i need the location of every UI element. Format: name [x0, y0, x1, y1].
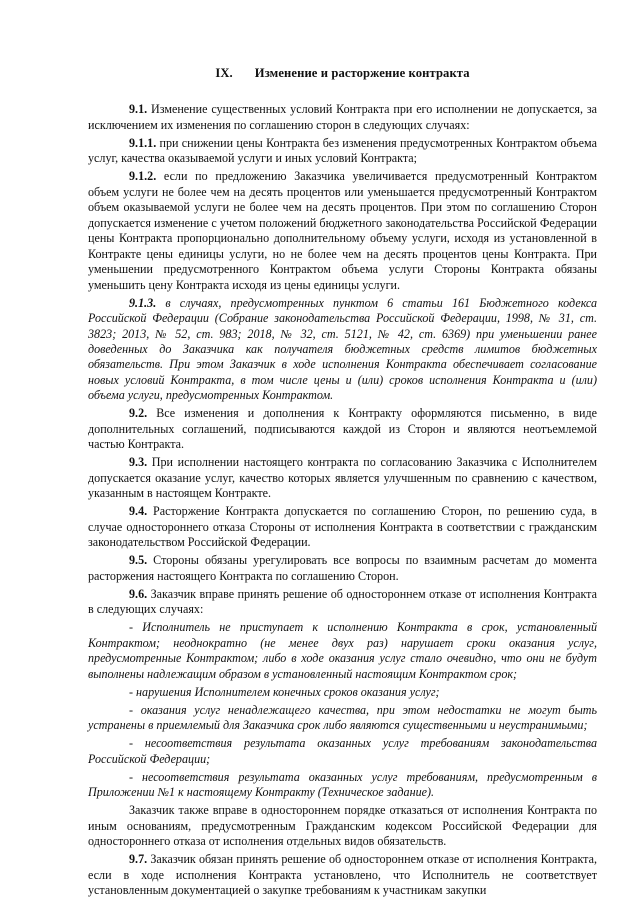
clause-9-5: 9.5. Стороны обязаны урегулировать все вопросы по взаимным расчетам до момента расторжения настоящего Контракта по соглашению Сторон. [88, 553, 597, 583]
clause-9-3: 9.3. При исполнении настоящего контракта по согласованию Заказчика с Исполнителем допускается оказание услуг, качество которых является улучшенным по сравнению с качеством, указанным в настоящем Контракте. [88, 455, 597, 501]
clause-9-2: 9.2. Все изменения и дополнения к Контракту оформляются письменно, в виде дополнительных соглашений, подписываются каждой из Сторон и являются неотъемлемой частью Контракта. [88, 406, 597, 452]
extra-paragraph: Заказчик также вправе в одностороннем порядке отказаться от исполнения Контракта по иным основаниям, предусмотренным Гражданским кодексом Российской Федерации для одностороннего отказа от исполнения отдельных видов обязательств. [88, 803, 597, 849]
section-heading [88, 66, 597, 81]
clause-9-1-1: 9.1.1. при снижении цены Контракта без изменения предусмотренных Контрактом объема услуг, качества оказываемой услуги и иных условий Контракта; [88, 135, 597, 166]
clause-9-1: 9.1. Изменение существенных условий Контракта при его исполнении не допускается, за исключением их изменения по соглашению сторон в следующих случаях: [88, 102, 597, 132]
clause-9-4: 9.4. Расторжение Контракта допускается по соглашению Сторон, по решению суда, в случае одностороннего отказа Стороны от исполнения Контракта в соответствии с гражданским законодательством Российской Федерации. [88, 504, 597, 550]
section-number: IX. [215, 66, 233, 80]
section-title: Изменение и расторжение контракта [254, 66, 470, 80]
clause-9-6: 9.6. Заказчик вправе принять решение об одностороннем отказе от исполнения Контракта в следующих случаях: [88, 586, 597, 617]
case-item: - несоответствия результата оказанных услуг требованиям, предусмотренным в Приложении №1 к настоящему Контракту (Техническое задание). [88, 769, 597, 800]
clause-9-7: 9.7. Заказчик обязан принять решение об одностороннем отказе от исполнения Контракта, если в ходе исполнения Контракта установлено, что Исполнитель не соответствует установленным документацией о закупке требованиям к участникам закупки [88, 852, 597, 898]
case-item: - несоответствия результата оказанных услуг требованиям законодательства Российской Федерации; [88, 736, 597, 766]
clause-9-1-2: 9.1.2. если по предложению Заказчика увеличивается предусмотренный Контрактом объем услуги не более чем на десять процентов или уменьшается предусмотренный Контрактом объем оказываемой услуги не более чем на десять процентов. При этом по соглашению Сторон допускается изменение с учетом положений бюджетного законодательства Российской Федерации цены Контракта пропорционально дополнительному объему услуги, исходя из установленной в Контракте цены единицы услуги, но не более чем на десять процентов цены Контракта. При уменьшении предусмотренного Контрактом объема услуги Стороны Контракта обязаны уменьшить цену Контракта исходя из цены единицы услуги. [88, 169, 597, 292]
case-item: - нарушения Исполнителем конечных сроков оказания услуг; [129, 684, 440, 699]
clause-9-1-3: 9.1.3. в случаях, предусмотренных пунктом 6 статьи 161 Бюджетного кодекса Российской Федерации (Собрание законодательства Российской Федерации, 1998, № 31, ст. 3823; 2013, № 52, ст. 983; 2018, № 32, ст. 5121, № 42, ст. 6369) при уменьшении ранее доведенных до Заказчика как получателя бюджетных средств лимитов бюджетных обязательств. При этом Заказчик в ходе исполнения Контракта обеспечивает согласование новых условий Контракта, в том числе цены и (или) сроков исполнения Контракта и (или) объема услуги, предусмотренных Контрактом. [88, 295, 597, 403]
case-item: - Исполнитель не приступает к исполнению Контракта в срок, установленный Контрактом; неоднократно (не менее двух раз) нарушает сроки оказания услуг, предусмотренные Контрактом; либо в ходе оказания услуг стало очевидно, что они не будут выполнены надлежащим образом в установленный настоящим Контрактом срок; [88, 620, 597, 681]
case-item: - оказания услуг ненадлежащего качества, при этом недостатки не могут быть устранены в приемлемый для Заказчика срок либо являются существенными и неустранимыми; [88, 702, 597, 733]
